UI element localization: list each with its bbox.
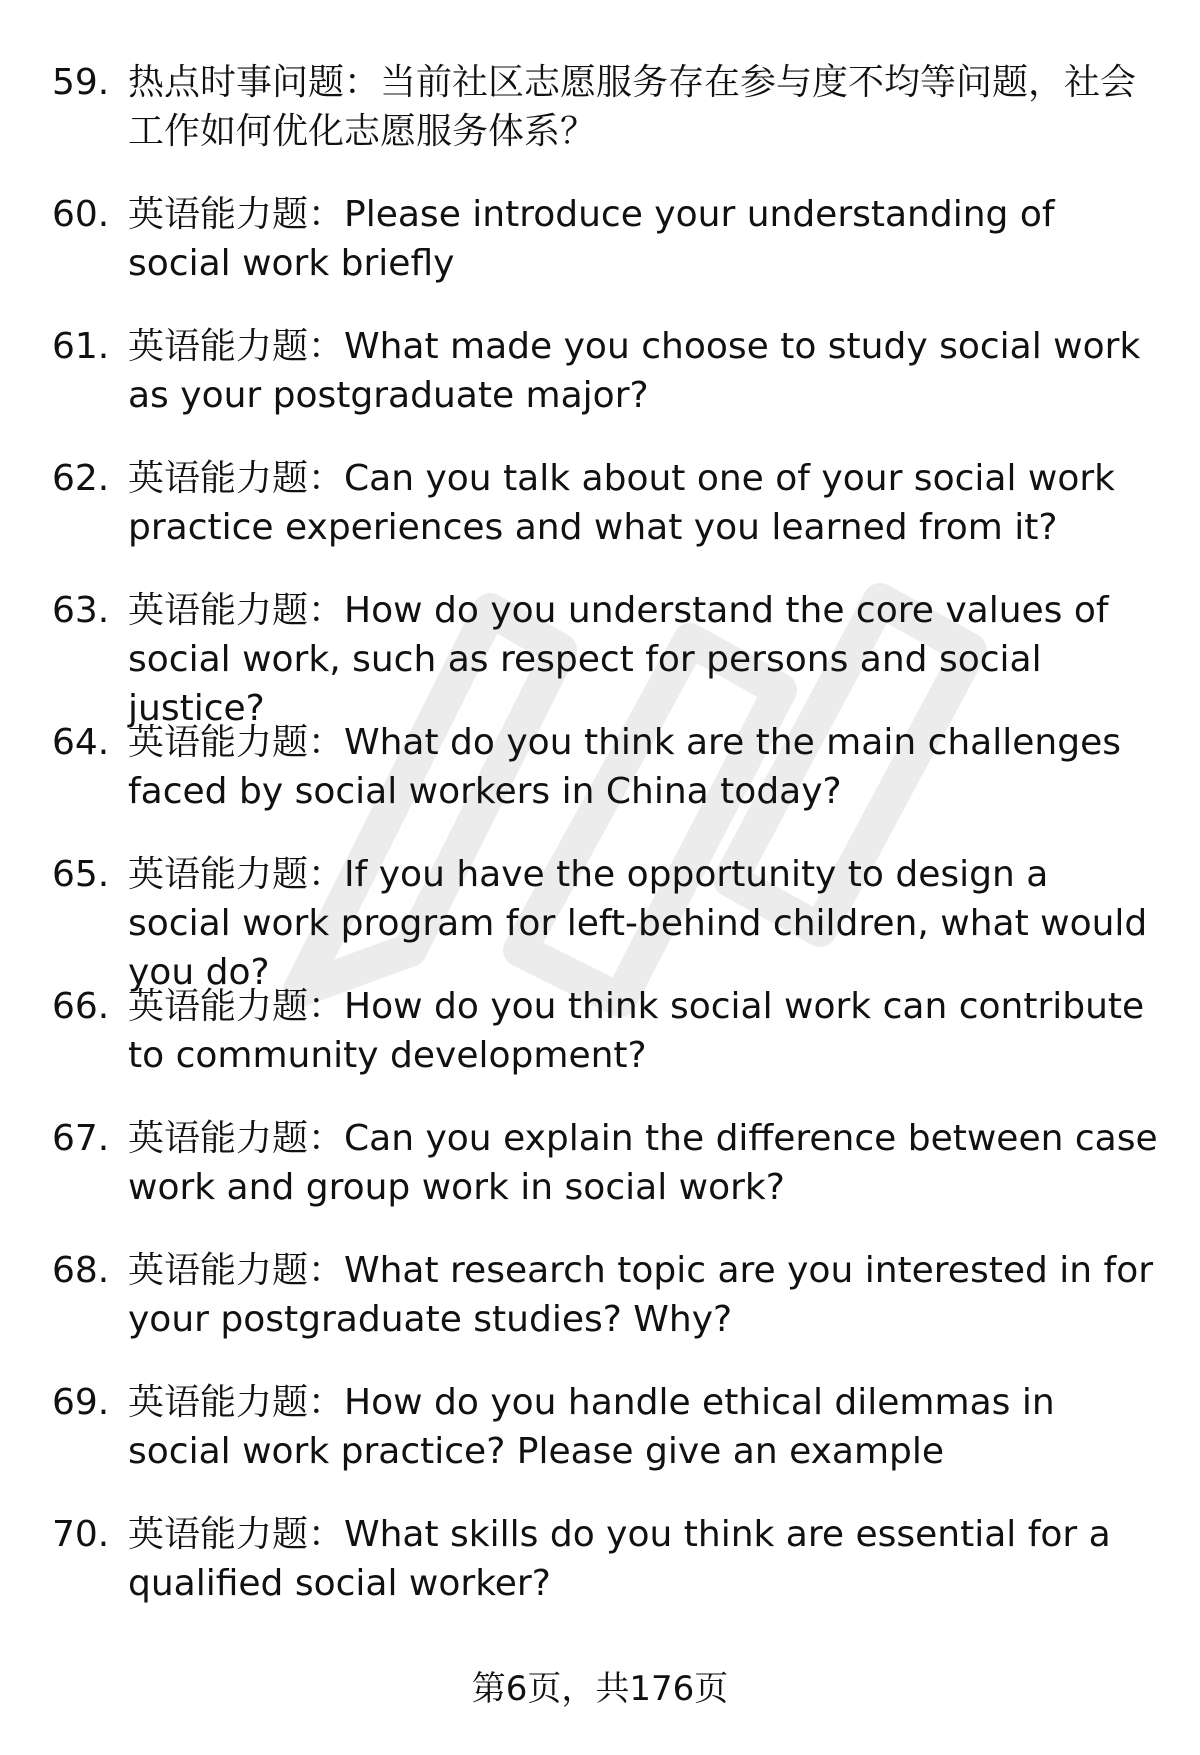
question-number: 61. [52,326,110,367]
list-item [52,1114,1162,1246]
question-body [128,322,1162,420]
question-category: 英语能力题： [128,722,345,763]
question-body [128,454,1162,552]
question-text: What research topic are you interested in for your postgraduate studies? Why? [128,1250,1154,1340]
question-body [128,982,1162,1080]
list-item [52,322,1162,454]
question-number: 63. [52,590,110,631]
question-category: 英语能力题： [128,854,345,895]
question-body [128,586,1162,733]
list-item [52,58,1162,190]
question-body [128,1378,1162,1476]
question-text: 当前社区志愿服务存在参与度不均等问题，社会工作如何优化志愿服务体系？ [128,62,1137,152]
question-number: 59. [52,62,110,103]
question-category: 英语能力题： [128,590,345,631]
question-body [128,58,1162,156]
question-body [128,1510,1162,1608]
list-item [52,454,1162,586]
question-category: 热点时事问题： [128,62,381,103]
question-text: Can you explain the difference between case work and group work in social work? [128,1118,1158,1208]
question-number: 70. [52,1514,110,1555]
question-number: 65. [52,854,110,895]
question-text: How do you think social work can contribute to community development? [128,986,1145,1076]
question-text: What do you think are the main challenges faced by social workers in China today? [128,722,1121,812]
question-category: 英语能力题： [128,1514,345,1555]
question-number: 68. [52,1250,110,1291]
question-number: 60. [52,194,110,235]
question-category: 英语能力题： [128,326,345,367]
question-body [128,190,1162,288]
question-text: How do you understand the core values of social work, such as respect for persons and social justice? [128,590,1109,729]
question-text: How do you handle ethical dilemmas in social work practice? Please give an example [128,1382,1055,1472]
question-category: 英语能力题： [128,194,345,235]
list-item [52,1378,1162,1510]
question-category: 英语能力题： [128,986,345,1027]
question-body [128,718,1162,816]
question-text: Please introduce your understanding of social work briefly [128,194,1055,284]
question-number: 69. [52,1382,110,1423]
question-number: 62. [52,458,110,499]
question-number: 67. [52,1118,110,1159]
question-text: What made you choose to study social work as your postgraduate major? [128,326,1141,416]
list-item [52,850,1162,993]
question-body [128,850,1162,997]
list-item [52,1246,1162,1378]
list-item [52,718,1162,850]
list-item [52,982,1162,1114]
list-item [52,586,1162,729]
question-category: 英语能力题： [128,1382,345,1423]
question-text: What skills do you think are essential for a qualified social worker? [128,1514,1111,1604]
question-number: 64. [52,722,110,763]
question-category: 英语能力题： [128,1250,345,1291]
question-category: 英语能力题： [128,1118,345,1159]
page-number: 第6页，共176页 [471,1669,729,1709]
question-body [128,1114,1162,1212]
list-item [52,1510,1162,1642]
question-text: Can you talk about one of your social work practice experiences and what you learned from it? [128,458,1116,548]
question-body [128,1246,1162,1344]
question-category: 英语能力题： [128,458,345,499]
question-text: If you have the opportunity to design a social work program for left-behind children, what would you do? [128,854,1148,993]
question-number: 66. [52,986,110,1027]
question-list [52,58,1162,1642]
list-item [52,190,1162,322]
